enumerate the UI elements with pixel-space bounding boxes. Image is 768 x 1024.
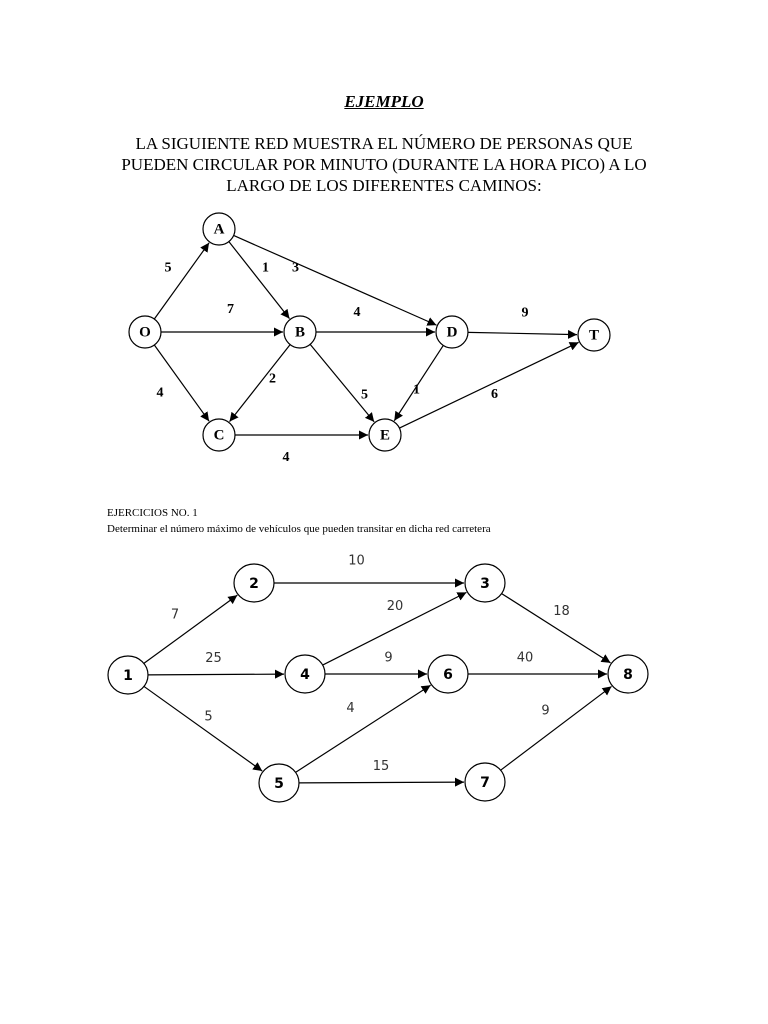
exercise-node-5	[259, 764, 299, 802]
exercise-edge-capacity-label: 5	[204, 709, 213, 725]
example-edge-capacity-label: 5	[164, 260, 172, 276]
example-edge-capacity-label: 4	[353, 305, 361, 321]
example-edge-capacity-label: 5	[361, 387, 368, 403]
example-node-label: B	[294, 324, 306, 341]
exercise-edge-capacity-label: 15	[372, 759, 390, 774]
exercise-node-label: 2	[249, 576, 259, 592]
exercise-edge-capacity-label: 40	[516, 650, 534, 666]
exercise-node-3	[465, 564, 505, 602]
example-node-label: E	[379, 427, 391, 444]
example-edge-capacity-label: 1	[262, 260, 269, 276]
example-edge-capacity-label: 2	[269, 371, 276, 387]
exercise-node-2	[234, 564, 274, 602]
example-edge-capacity-label: 7	[227, 302, 234, 318]
exercise-edge-7-8	[501, 686, 612, 770]
example-node-label: D	[446, 324, 458, 341]
example-node-label: O	[139, 324, 151, 341]
exercise-edge-1-2	[144, 595, 237, 663]
example-edge-capacity-label: 4	[156, 385, 164, 401]
exercise-node-label: 6	[443, 667, 453, 683]
exercise-node-label: 1	[123, 668, 133, 684]
exercise-node-label: 3	[480, 576, 490, 592]
example-title: EJEMPLO	[344, 92, 424, 111]
exercise-edge-capacity-label: 9	[384, 650, 393, 666]
exercise-edge-1-4	[148, 674, 284, 675]
exercise-edge-capacity-label: 9	[541, 703, 550, 719]
exercise-edge-capacity-label: 10	[348, 553, 365, 569]
example-node-label: T	[588, 327, 600, 344]
exercise-edge-capacity-label: 4	[346, 701, 355, 716]
exercise-node-1	[108, 656, 148, 694]
exercise-edge-1-5	[144, 686, 262, 771]
exercise-node-label: 7	[480, 775, 490, 791]
exercise-edge-5-7	[299, 782, 464, 783]
example-edge-capacity-label: 3	[292, 260, 299, 276]
exercise-edge-capacity-label: 7	[170, 607, 180, 623]
exercise-node-6	[428, 655, 468, 693]
example-edge-capacity-label: 9	[521, 305, 529, 321]
example-node-label: A	[213, 221, 225, 238]
intro-line: LA SIGUIENTE RED MUESTRA EL NÚMERO DE PERSONAS QUE	[135, 134, 633, 153]
exercise-edge-capacity-label: 25	[205, 651, 222, 666]
exercise-node-label: 8	[623, 667, 633, 683]
exercise-edge-5-6	[296, 685, 431, 772]
exercise-edges	[144, 554, 612, 783]
exercise-edge-capacity-label: 18	[553, 604, 570, 619]
example-edge-capacity-label: 4	[282, 450, 290, 466]
exercise-title: EJERCICIOS NO. 1	[107, 507, 198, 519]
intro-line: LARGO DE LOS DIFERENTES CAMINOS:	[226, 176, 542, 195]
exercise-text: Determinar el número máximo de vehículos que pueden transitar en dicha red carretera	[107, 523, 491, 535]
example-edge-capacity-label: 6	[491, 387, 498, 403]
exercise-node-4	[285, 655, 325, 693]
example-node-label: C	[213, 427, 225, 444]
exercise-node-label: 5	[274, 776, 284, 792]
exercise-node-label: 4	[300, 667, 310, 683]
exercise-node-8	[608, 655, 648, 693]
example-edge-capacity-label: 1	[413, 382, 420, 398]
exercise-node-7	[465, 763, 505, 801]
exercise-edge-capacity-label: 20	[386, 599, 404, 614]
intro-line: PUEDEN CIRCULAR POR MINUTO (DURANTE LA HORA PICO) A LO	[121, 155, 647, 174]
